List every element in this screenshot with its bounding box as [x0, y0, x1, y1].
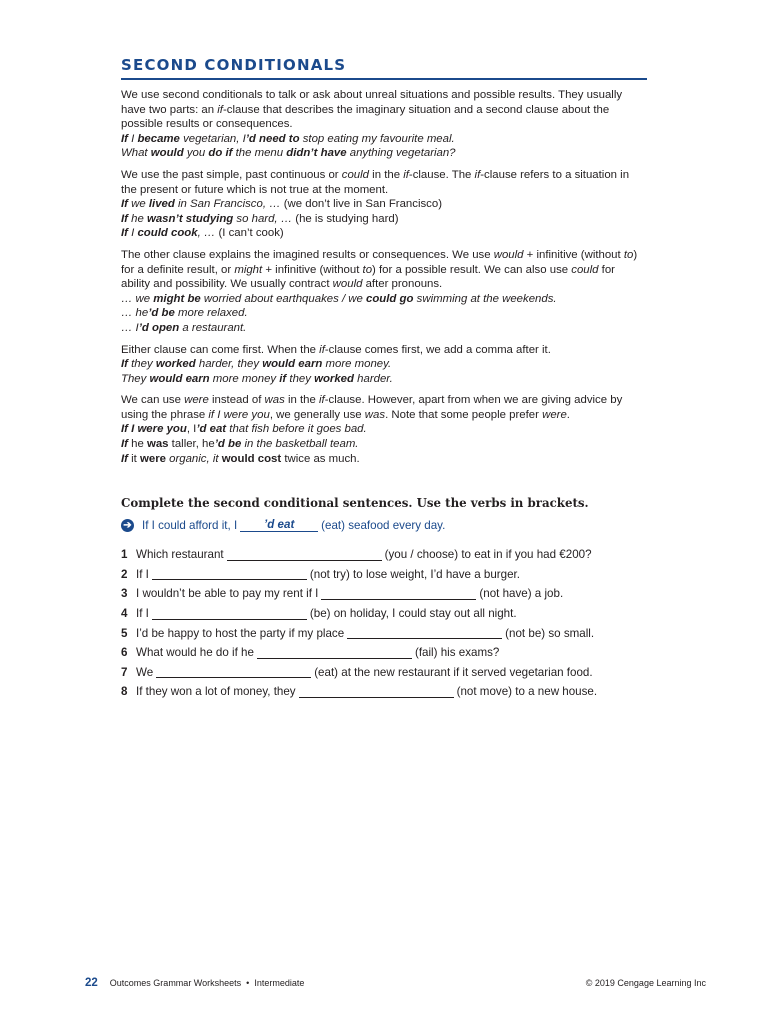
exercise-instruction: Complete the second conditional sentences. Use the verbs in brackets. — [121, 496, 589, 510]
example-sentence: What would you do if the menu didn’t have anything vegetarian? — [121, 147, 456, 160]
answer-blank[interactable] — [156, 666, 311, 678]
paragraph: We use second conditionals to talk or ask about unreal situations and possible results. They usually have two parts: an if-clause that describes the imaginary situation and a second clause about the possible results or consequences. If I became vegetarian, I’d need to stop eating my favourite meal. What would you do if the menu didn’t have anything vegetarian? — [121, 89, 623, 160]
example-sentence: If I could cook, … (I can’t cook) — [121, 227, 284, 240]
example-sentence: If he was taller, he’d be in the basketball team. — [121, 438, 359, 451]
example-sentence: … we might be worried about earthquakes / we could go swimming at the weekends. — [121, 292, 557, 305]
exercise-item: 4 If I (be) on holiday, I could stay out all night. — [121, 607, 517, 621]
answer-blank[interactable] — [257, 647, 412, 659]
title-rule — [121, 78, 647, 80]
example-sentence: If he wasn’t studying so hard, … (he is studying hard) — [121, 212, 399, 225]
example-sentence: … I’d open a restaurant. — [121, 321, 247, 334]
answer-blank[interactable] — [152, 608, 307, 620]
answer-blank[interactable] — [152, 568, 307, 580]
paragraph: The other clause explains the imagined results or consequences. We use would + infinitive (without to) for a definite result, or might + infinitive (without to) for a possible result. We can also use could for ability and possibility. We usually contract would after pronouns. … we might be worried about earthquakes / we could go swimming at the weekends. … he’d be more relaxed. … I’d open a restaurant. — [121, 248, 638, 334]
exercise-item: 7 We (eat) at the new restaurant if it served vegetarian food. — [121, 665, 593, 679]
answer-blank[interactable] — [321, 588, 476, 600]
page-title: SECOND CONDITIONALS — [121, 56, 347, 74]
exercise-item: 8 If they won a lot of money, they (not move) to a new house. — [121, 685, 598, 699]
arrow-right-icon: ➔ — [121, 519, 134, 532]
exercise-item: 2 If I (not try) to lose weight, I’d have a burger. — [121, 567, 520, 581]
example-after: (eat) seafood every day. — [321, 518, 446, 532]
answer-blank[interactable] — [347, 627, 502, 639]
example-sentence: … he’d be more relaxed. — [121, 307, 248, 320]
exercise-item: 5 I’d be happy to host the party if my place (not be) so small. — [121, 626, 595, 640]
example-sentence: If it were organic, it would cost twice as much. — [121, 452, 360, 465]
page-footer — [85, 977, 706, 989]
exercise-item: 3 I wouldn’t be able to pay my rent if I (not have) a job. — [121, 587, 564, 601]
paragraph: We can use were instead of was in the if-clause. However, apart from when we are giving advice by using the phrase if I were you, we generally use was. Note that some people prefer were. If I were you, I’d eat that fish before it goes bad. If he was taller, he’d be in the basketball team. If it were organic, it would cost twice as much. — [121, 394, 623, 465]
example-sentence: If we lived in San Francisco, … (we don’t live in San Francisco) — [121, 198, 442, 211]
page-number: 22 — [85, 977, 98, 989]
copyright: © 2019 Cengage Learning Inc — [585, 978, 706, 988]
answer-blank[interactable] — [299, 686, 454, 698]
example-sentence: If they worked harder, they would earn more money. — [121, 358, 392, 371]
answer-blank[interactable] — [227, 549, 382, 561]
example-sentence: If I became vegetarian, I’d need to stop eating my favourite meal. — [121, 132, 455, 145]
example-sentence: They would earn more money if they worked harder. — [121, 372, 393, 385]
exercise-item: 6 What would he do if he (fail) his exams? — [121, 646, 500, 660]
example-before: If I could afford it, I — [142, 518, 238, 532]
paragraph: Either clause can come first. When the if-clause comes first, we add a comma after it. If they worked harder, they would earn more money. They would earn more money if they worked harder. — [121, 343, 551, 385]
example-item — [121, 518, 445, 532]
example-sentence: If I were you, I’d eat that fish before it goes bad. — [121, 423, 367, 436]
paragraph: We use the past simple, past continuous or could in the if-clause. The if-clause refers to a situation in the present or future which is not true at the moment. If we lived in San Francisco, … (we don’t live in San Francisco) If he wasn’t studying so hard, … (he is studying hard) If I could cook, … (I can’t cook) — [121, 168, 630, 240]
exercise-item: 1 Which restaurant (you / choose) to eat in if you had €200? — [121, 548, 592, 562]
grammar-explanation — [121, 88, 647, 473]
book-title: Outcomes Grammar Worksheets • Intermediate — [109, 978, 305, 988]
example-answer: ’d eat — [240, 518, 318, 532]
exercise-items — [121, 545, 597, 702]
